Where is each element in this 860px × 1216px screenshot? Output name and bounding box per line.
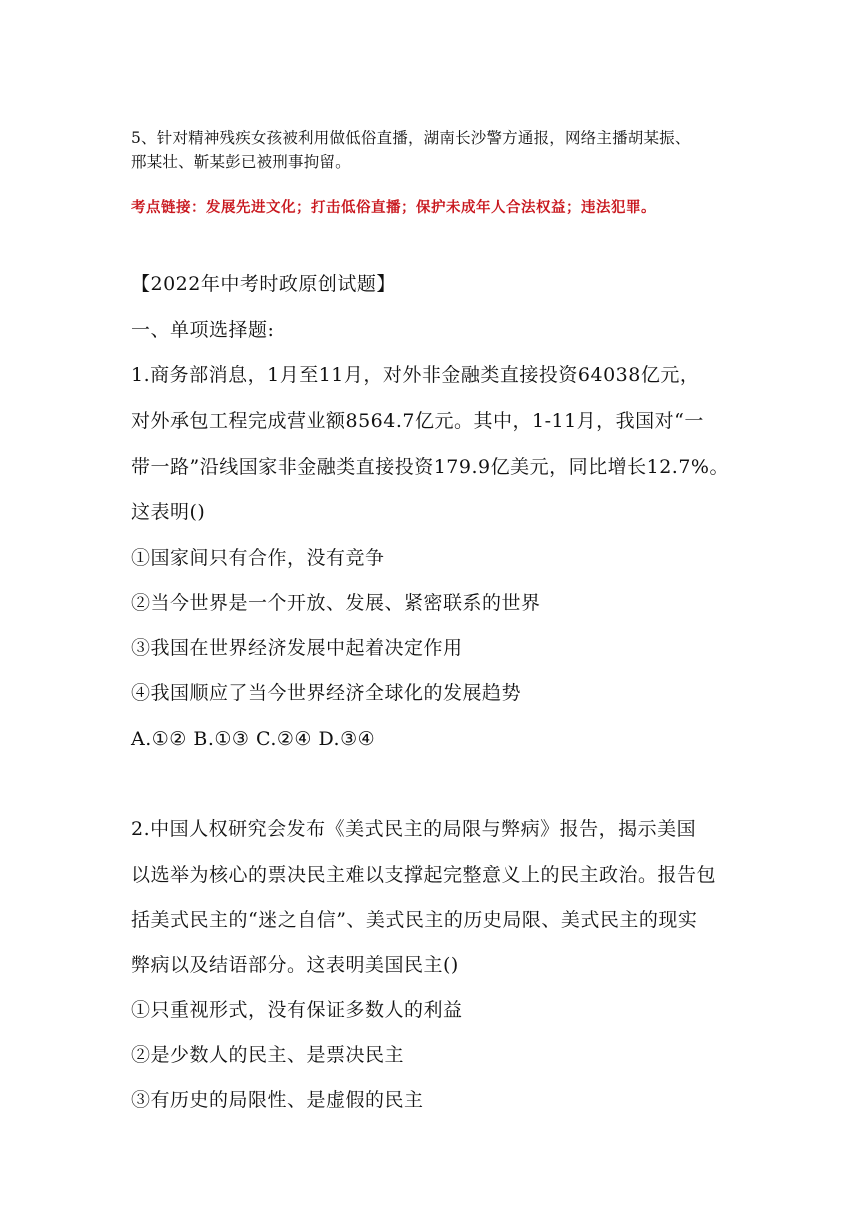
q1-option: ①国家间只有合作，没有竞争 <box>131 547 385 569</box>
q2-stem-line: 弊病以及结语部分。这表明美国民主() <box>131 954 459 976</box>
key-points-link-note: 考点链接：发展先进文化；打击低俗直播；保护未成年人合法权益；违法犯罪。 <box>131 200 656 216</box>
q1-stem-line: 对外承包工程完成营业额8564.7亿元。其中，1-11月，我国对“一 <box>131 410 704 432</box>
q1-option: ②当今世界是一个开放、发展、紧密联系的世界 <box>131 592 541 614</box>
section-heading: 一、单项选择题: <box>131 319 275 341</box>
q2-option: ②是少数人的民主、是票决民主 <box>131 1044 405 1066</box>
news-item-line-2: 邢某壮、靳某彭已被刑事拘留。 <box>131 153 351 171</box>
news-item-line-1: 5、针对精神残疾女孩被利用做低俗直播，湖南长沙警方通报，网络主播胡某振、 <box>131 129 691 147</box>
q1-answer-choices: A.①② B.①③ C.②④ D.③④ <box>131 728 376 750</box>
q2-option: ①只重视形式，没有保证多数人的利益 <box>131 999 463 1021</box>
q1-stem-line: 这表明() <box>131 501 206 523</box>
q1-option: ③我国在世界经济发展中起着决定作用 <box>131 637 463 659</box>
q2-stem-line: 括美式民主的“迷之自信”、美式民主的历史局限、美式民主的现实 <box>131 909 698 931</box>
q2-stem-line: 以选举为核心的票决民主难以支撑起完整意义上的民主政治。报告包 <box>131 864 717 886</box>
q1-stem-line: 1.商务部消息，1月至11月，对外非金融类直接投资64038亿元， <box>131 364 700 386</box>
exam-title: 【2022年中考时政原创试题】 <box>131 273 396 295</box>
q2-option: ③有历史的局限性、是虚假的民主 <box>131 1089 424 1111</box>
q1-stem-line: 带一路”沿线国家非金融类直接投资179.9亿美元，同比增长12.7%。 <box>131 456 729 478</box>
q2-stem-line: 2.中国人权研究会发布《美式民主的局限与弊病》报告，揭示美国 <box>131 818 697 840</box>
q1-option: ④我国顺应了当今世界经济全球化的发展趋势 <box>131 682 522 704</box>
